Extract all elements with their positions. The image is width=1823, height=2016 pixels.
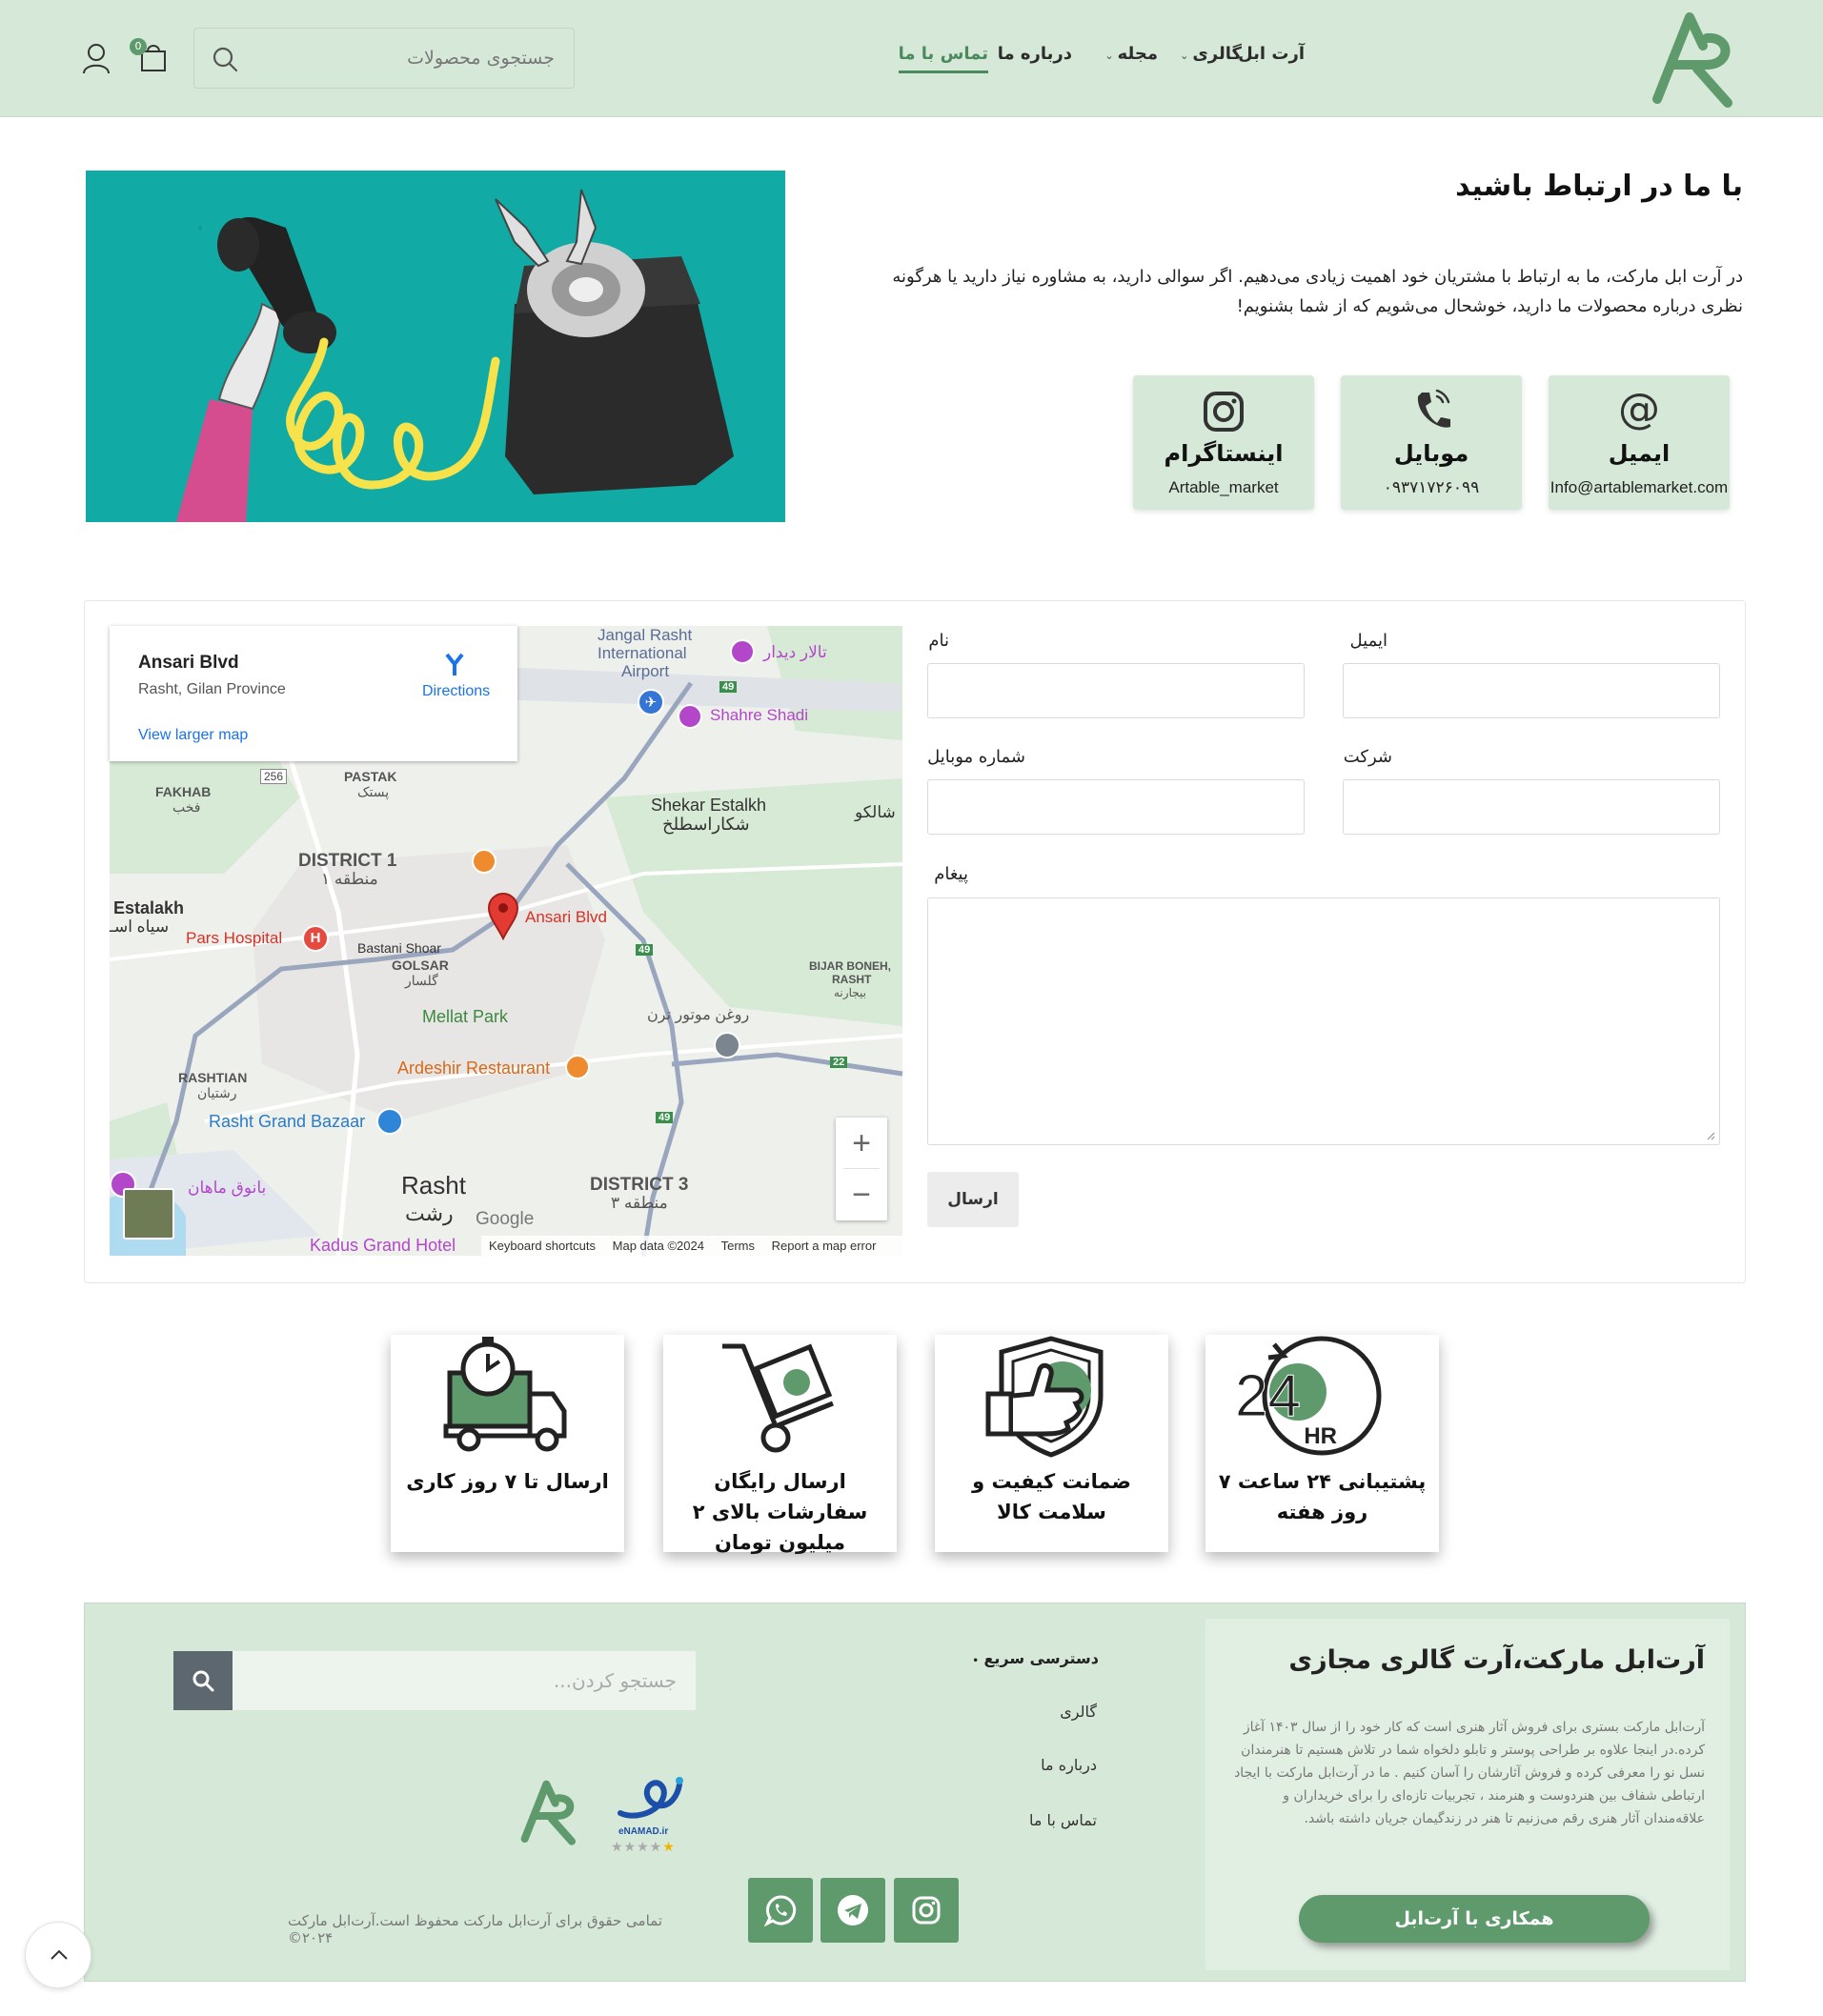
road-shield-49: 49 [719,681,737,693]
telegram-icon [837,1894,869,1926]
terms-link[interactable]: Terms [720,1239,755,1253]
airport-icon[interactable]: ✈ [638,689,664,716]
map-data-text: Map data ©2024 [612,1239,704,1253]
company-field[interactable] [1343,779,1720,835]
footer-link-contact[interactable]: تماس با ما [1028,1811,1097,1829]
zoom-in-icon[interactable]: + [852,1125,871,1161]
map-label: بانوق ماهان [188,1179,267,1197]
copyright-text: تمامی حقوق برای آرت‌ابل مارکت محفوظ است.آرت‌ابل مارکت ۲۰۲۴© [288,1912,663,1946]
instagram-icon [912,1896,941,1925]
at-icon: @ [1618,385,1660,433]
quick-access-label: دسترسی سریع [983,1649,1099,1667]
feature-card-free-shipping [663,1335,897,1552]
svg-text:24: 24 [1235,1363,1301,1429]
map-label: منطقه ۱ [321,870,378,888]
chevron-down-icon: ⌄ [1104,50,1114,62]
footer-link-gallery[interactable]: گالری [1060,1703,1097,1721]
artable-logo[interactable] [1648,8,1739,111]
hospital-icon[interactable]: H [302,925,329,952]
map-label: Bastani Shoar [357,940,441,956]
search-icon [192,1669,214,1692]
artable-footer-logo[interactable] [518,1773,579,1851]
map-label: Shahre Shadi [710,706,809,724]
report-map-error-link[interactable]: Report a map error [771,1239,877,1253]
map-label: Estalakh [113,898,185,917]
directions-link[interactable]: Directions [422,683,491,699]
map-place-name: Ansari Blvd [138,653,239,673]
footer-description: آرت‌ابل مارکت بستری برای فروش آثار هنری است که کار خود را از سال ۱۴۰۳ آغاز کرده.در اینجا علاوه بر طراحی پوستر و تابلو دلخواه شما در تلاش هستیم تا هنرمندان نسل نو را معرفی کرده و فروش آثارشان را آسان کنیم . ما در آرت‌ابل مارکت با ایجاد ارتباطی شفاف بین هنردوست و هنرمند ، تجربیات تازه‌ای را برای خریداران و علاقه‌مندان آثار هنری رقم می‌زنیم تا هنر در زندگیمان جریان داشته باشد. [1234,1720,1705,1826]
footer-about-panel [1205,1619,1730,1970]
map-label: گلسار [405,973,438,988]
map-label: BIJAR BONEH, [809,959,892,973]
amusement-park-icon[interactable] [678,704,702,729]
map-label: منطقه ۳ [611,1194,668,1212]
product-search-box [193,28,575,89]
venue-marker-icon[interactable] [730,639,755,664]
map-label: Airport [621,662,670,680]
road-shield-49: 49 [636,944,653,956]
svg-text:HR: HR [1304,1423,1337,1449]
footer-search-box [173,1651,696,1710]
road-shield-22: 22 [830,1057,847,1068]
map-label: DISTRICT 3 [590,1175,689,1195]
map-info-card [110,626,517,761]
email-label: ایمیل [1349,631,1388,651]
footer-search-button[interactable] [173,1651,233,1710]
map-label: Pars Hospital [186,929,283,947]
feature-text: پشتیبانی ۲۴ ساعت ۷ روز هفته [1218,1470,1427,1523]
feature-text: ضمانت کیفیت و سلامت کالا [972,1470,1131,1523]
submit-button[interactable]: ارسال [927,1172,1019,1227]
telegram-button[interactable] [820,1878,885,1943]
contact-card-title: ایمیل [1608,440,1671,467]
enamad-label: eNAMAD.ir [618,1826,669,1837]
contact-card-title: موبایل [1393,440,1469,467]
google-logo: Google [476,1209,535,1229]
nav-gallery-label: گالری [1192,44,1242,64]
road-shield-256: 256 [260,769,287,784]
intro-line-1: در آرت ابل مارکت، ما به ارتباط با مشتریان خود اهمیت زیادی می‌دهیم. اگر سوالی دارید، به مشاوره نیاز دارید یا هرگونه [892,267,1743,287]
quick-access-heading [972,1649,1099,1667]
contact-card-value: Info@artablemarket.com [1550,478,1729,496]
footer-search-input[interactable] [295,1651,677,1710]
intro-text [790,262,1743,321]
contact-card-title: اینستاگرام [1164,440,1284,467]
map-label: DISTRICT 1 [298,851,397,871]
shop-marker-icon[interactable] [714,1032,740,1058]
contact-card-instagram[interactable] [1133,375,1314,510]
delivery-truck-icon [440,1335,574,1459]
map-label: RASHT [832,973,872,986]
map-label: رشتیان [197,1085,237,1100]
hero-telephone-illustration [86,171,785,522]
enamad-logo-icon [613,1771,685,1824]
mobile-field[interactable] [927,779,1305,835]
feature-text: ارسال رایگان سفارشات بالای ۲ میلیون تومان [692,1470,868,1554]
zoom-controls [836,1118,887,1220]
map-label: Kadus Grand Hotel [310,1236,456,1255]
zoom-out-icon[interactable]: − [852,1177,871,1213]
nav-contact[interactable]: تماس با ما [899,44,988,73]
restaurant-marker-icon[interactable] [565,1055,590,1079]
star-rating-icon: ★★★★★ [611,1840,676,1855]
whatsapp-icon [764,1894,797,1926]
map-label: تالار دیدار [763,643,827,661]
map-label: PASTAK [344,769,397,784]
contact-card-email[interactable] [1549,375,1730,510]
map-label: رشت [405,1201,454,1225]
scroll-to-top-button[interactable] [25,1922,91,1988]
map-label: فخب [172,799,201,815]
feature-card-quality [935,1335,1168,1552]
map-label: RASHTIAN [178,1070,248,1085]
map-label: Shekar Estalkh [651,796,767,815]
name-label: نام [928,631,949,651]
message-textarea[interactable] [927,897,1720,1145]
map-label: GOLSAR [392,958,449,973]
map-label: بیجارنه [834,986,866,999]
message-label: پیغام [934,864,968,884]
map-label: Mellat Park [422,1007,509,1026]
search-icon[interactable] [212,46,238,72]
nav-magazine-label: مجله [1117,44,1158,64]
map-label: شکاراسطلخ [662,815,750,834]
bullet-icon: • [972,1656,979,1666]
map-label: International [598,644,687,662]
location-pin-icon[interactable] [487,893,519,940]
satellite-toggle[interactable] [123,1188,174,1240]
google-map[interactable] [110,626,902,1256]
intro-line-2: نظری درباره محصولات ما دارید، خوشحال می‌شویم که از شما بشنویم! [1236,296,1743,316]
keyboard-shortcuts-link[interactable]: Keyboard shortcuts [489,1239,597,1253]
footer-link-about[interactable]: درباره ما [1041,1756,1097,1774]
restaurant-marker-icon[interactable] [472,849,496,874]
instagram-icon [1133,385,1314,434]
map-label: Rasht Grand Bazaar [209,1112,366,1131]
map-place-address: Rasht, Gilan Province [138,681,286,697]
chevron-up-icon [50,1949,69,1961]
site-header [0,0,1823,117]
company-label: شرکت [1343,747,1392,767]
nav-magazine[interactable] [1104,44,1158,64]
road-shield-49: 49 [656,1112,673,1123]
quality-shield-icon [984,1335,1118,1459]
map-label: پستک [357,784,390,799]
footer-title: آرت‌ابل مارکت،آرت گالری مجازی [1288,1645,1705,1675]
map-label: شالکو [855,803,896,821]
page-title: با ما در ارتباط باشید [1455,170,1743,203]
contact-card-value: Artable_market [1168,478,1279,496]
chevron-down-icon: ⌄ [1180,50,1189,62]
shopping-cart-marker-icon[interactable] [376,1108,403,1135]
instagram-button[interactable] [894,1878,959,1943]
directions-icon[interactable] [443,653,466,677]
contact-card-value: ۰۹۳۷۱۷۲۶۰۹۹ [1383,478,1480,497]
support-24hr-icon [1235,1335,1388,1459]
map-label: Rasht [401,1171,466,1200]
map-label: Ansari Blvd [525,908,607,926]
feature-card-support [1205,1335,1439,1552]
hand-truck-icon [713,1335,846,1459]
resize-handle-icon[interactable] [1706,1131,1715,1140]
product-search-input[interactable] [269,29,555,88]
enamad-badge[interactable] [607,1771,689,1876]
mobile-label: شماره موبایل [927,747,1025,767]
map-label: Jangal Rasht [598,626,693,644]
cooperate-button[interactable]: همکاری با آرت‌ابل [1299,1895,1650,1943]
nav-about[interactable]: درباره ما [997,44,1072,64]
map-label: سیاه اسـ [110,917,170,936]
email-field[interactable] [1343,663,1720,718]
map-label: روغن موتور ترن [647,1007,750,1023]
map-label: Ardeshir Restaurant [397,1058,551,1078]
whatsapp-button[interactable] [748,1878,813,1943]
map-label: FAKHAB [155,784,212,799]
feature-text: ارسال تا ۷ روز کاری [406,1470,609,1493]
cart-count-badge: 0 [130,38,147,55]
name-field[interactable] [927,663,1305,718]
phone-ringing-icon [1341,385,1522,434]
nav-artable[interactable]: آرت ابل [1238,44,1305,64]
user-account-icon[interactable] [82,42,111,74]
nav-gallery[interactable] [1180,44,1242,64]
feature-card-delivery-time [391,1335,624,1552]
map-attribution [481,1236,902,1256]
view-larger-map-link[interactable]: View larger map [138,727,249,743]
contact-card-mobile[interactable] [1341,375,1522,510]
